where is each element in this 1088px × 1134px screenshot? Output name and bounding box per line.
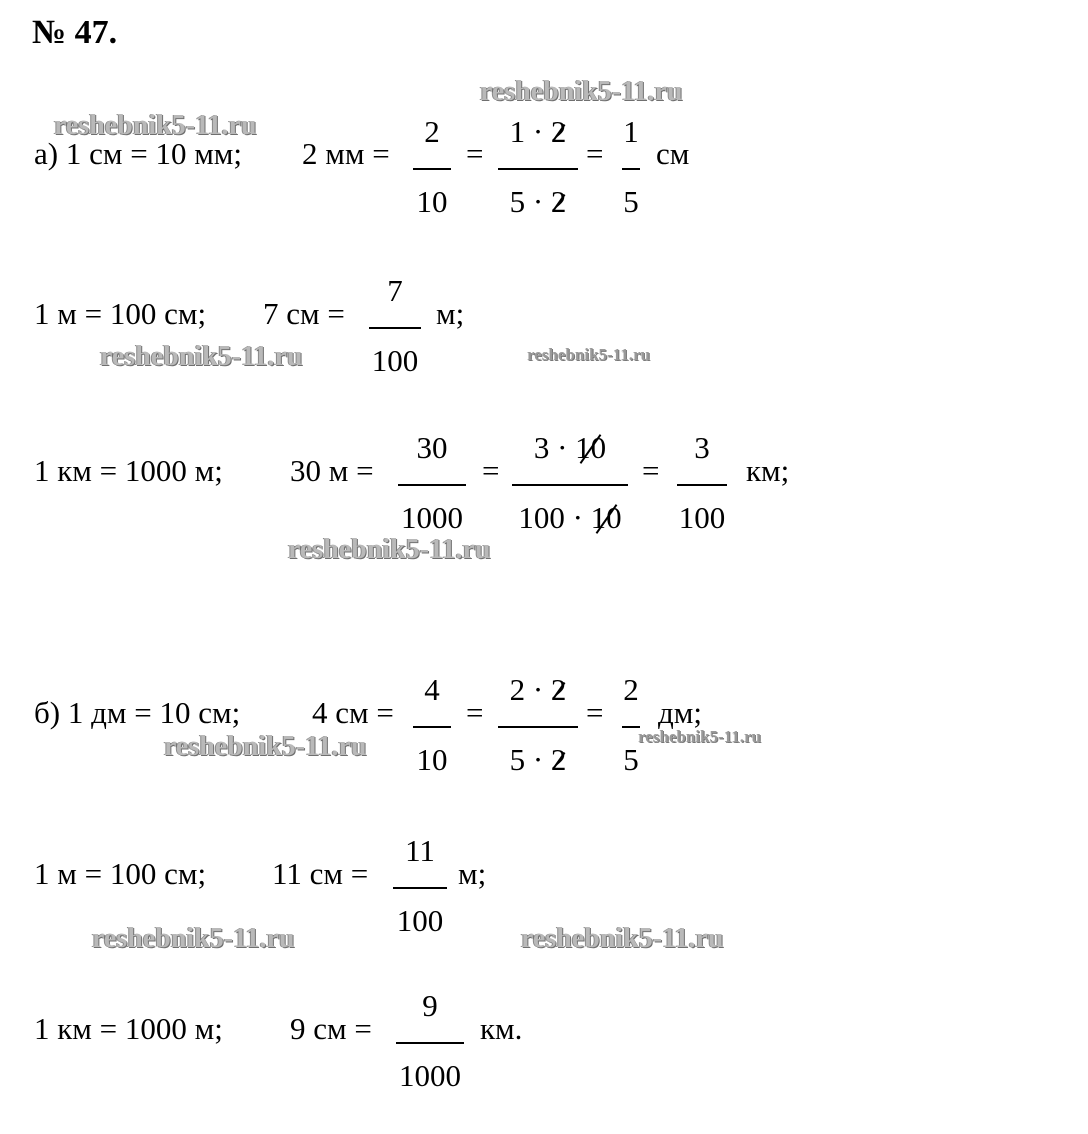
fraction-bar	[413, 726, 451, 728]
denominator: 10	[416, 742, 448, 777]
equation-b2-lhs: 11 см =	[272, 856, 369, 891]
equation-a1-lhs: 2 мм =	[302, 136, 390, 171]
factor: 5 ·	[509, 742, 551, 777]
equals-sign: =	[466, 695, 484, 730]
unit-label: см	[656, 136, 690, 171]
fraction-a1-1	[372, 116, 492, 226]
fraction-bar	[677, 484, 727, 486]
cancelled-factor: 2	[550, 742, 567, 777]
watermark: reshebnik5-11.ru	[638, 727, 761, 746]
watermark: reshebnik5-11.ru	[527, 345, 650, 364]
unit-label: дм;	[658, 695, 703, 730]
watermark: reshebnik5-11.ru	[288, 534, 491, 565]
equals-sign: =	[466, 136, 484, 171]
numerator: 2	[623, 672, 639, 707]
denominator: 1000	[399, 1058, 461, 1093]
numerator: 9	[422, 988, 438, 1023]
fraction-b3-1	[370, 990, 490, 1100]
fraction-bar	[398, 484, 466, 486]
factor: 3 ·	[533, 430, 576, 465]
factor: 2 ·	[509, 672, 551, 707]
equation-b3-lhs: 9 см =	[290, 1011, 372, 1046]
fraction-bar	[369, 327, 421, 329]
numerator	[510, 432, 630, 463]
equals-sign: =	[586, 136, 604, 171]
numerator: 3	[694, 430, 710, 465]
cancelled-factor: 2	[550, 672, 567, 707]
unit-label: м;	[458, 856, 487, 891]
denominator: 100	[396, 903, 444, 938]
equals-sign: =	[482, 453, 500, 488]
denominator: 10	[416, 184, 448, 219]
cancelled-factor: 2	[550, 114, 567, 149]
fraction-a3-3	[642, 432, 762, 542]
watermark: reshebnik5-11.ru	[54, 110, 257, 141]
fraction-a3-1	[372, 432, 492, 542]
numerator: 1	[623, 114, 639, 149]
denominator: 5	[623, 184, 639, 219]
numerator: 30	[416, 430, 448, 465]
denominator: 1000	[401, 500, 463, 535]
fraction-bar	[393, 887, 447, 889]
fraction-bar	[512, 484, 628, 486]
equation-b2-prefix: 1 м = 100 см;	[34, 856, 207, 891]
equation-a2-prefix: 1 м = 100 см;	[34, 296, 207, 331]
factor: 1 ·	[509, 114, 551, 149]
equation-a3-lhs: 30 м =	[290, 453, 374, 488]
watermark: reshebnik5-11.ru	[480, 76, 683, 107]
equals-sign: =	[642, 453, 660, 488]
cancelled-factor: 10	[590, 500, 622, 535]
numerator: 2	[424, 114, 440, 149]
equation-a1-prefix: а) 1 см = 10 мм;	[34, 136, 243, 171]
equation-b1-prefix: б) 1 дм = 10 см;	[34, 695, 241, 730]
equation-a3-prefix: 1 км = 1000 м;	[34, 453, 223, 488]
numerator: 4	[424, 672, 440, 707]
equation-b3-prefix: 1 км = 1000 м;	[34, 1011, 223, 1046]
fraction-bar	[498, 168, 578, 170]
numerator: 11	[405, 833, 435, 868]
equals-sign: =	[586, 695, 604, 730]
fraction-a3-2	[510, 432, 630, 542]
denominator: 100	[678, 500, 726, 535]
fraction-bar	[622, 168, 640, 170]
watermark: reshebnik5-11.ru	[164, 731, 367, 762]
fraction-bar	[413, 168, 451, 170]
cancelled-factor: 2	[550, 184, 567, 219]
denominator	[510, 502, 630, 533]
watermark: reshebnik5-11.ru	[92, 923, 295, 954]
unit-label: км.	[480, 1011, 523, 1046]
unit-label: м;	[436, 296, 465, 331]
problem-number: № 47.	[32, 14, 118, 51]
watermark: reshebnik5-11.ru	[100, 341, 303, 372]
fraction-a1-3	[571, 116, 691, 226]
factor: 100 ·	[518, 500, 591, 535]
unit-label: км;	[746, 453, 790, 488]
equation-b1-lhs: 4 см =	[312, 695, 394, 730]
denominator: 100	[371, 343, 419, 378]
factor: 5 ·	[509, 184, 551, 219]
denominator: 5	[623, 742, 639, 777]
watermark: reshebnik5-11.ru	[521, 923, 724, 954]
numerator: 7	[387, 273, 403, 308]
cancelled-factor: 10	[575, 430, 607, 465]
fraction-bar	[498, 726, 578, 728]
fraction-bar	[396, 1042, 464, 1044]
equation-a2-lhs: 7 см =	[263, 296, 345, 331]
